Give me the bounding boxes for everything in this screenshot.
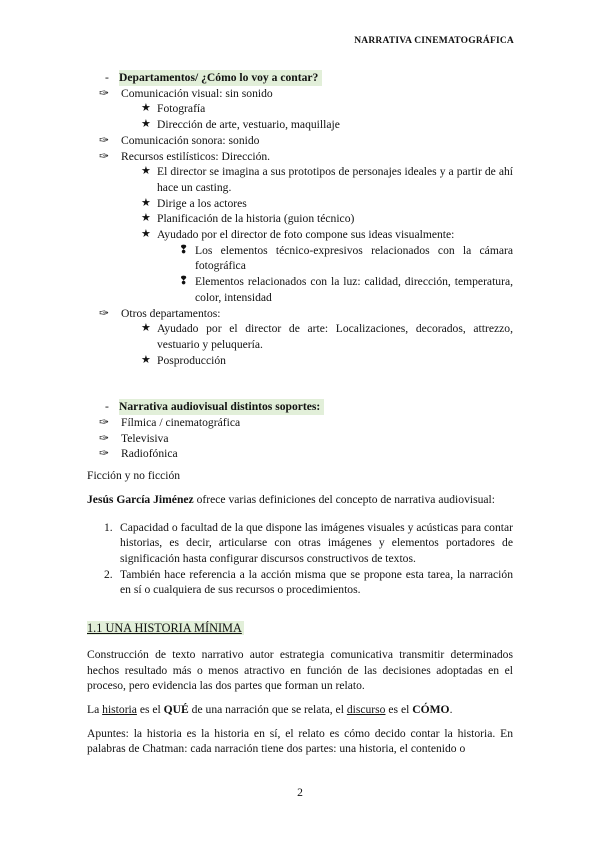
list-item: ✑ Televisiva	[99, 430, 169, 445]
star-bullet-icon: ★	[141, 165, 151, 178]
list-item: ✑ Comunicación visual: sin sonido	[99, 85, 273, 100]
pen-bullet-icon: ✑	[99, 446, 110, 461]
author-name: Jesús García Jiménez	[87, 492, 194, 506]
star-bullet-icon: ★	[141, 353, 151, 366]
construction-paragraph: Construcción de texto narrativo autor estrategia comunicativa transmitir determinados hechos resultado más o menos atractivo en función de las decisiones adoptadas en el proceso, pero evidencia las dos partes que forman un relato.	[87, 647, 513, 693]
list-item: ★ Ayudado por el director de foto compone sus ideas visualmente:	[141, 228, 455, 242]
star-bullet-icon: ★	[141, 212, 151, 225]
pen-bullet-icon: ✑	[99, 415, 110, 430]
star-bullet-icon: ★	[141, 118, 151, 131]
list-item: ✑ Radiofónica	[99, 446, 178, 461]
supports-heading: - Narrativa audiovisual distintos soportes:	[87, 399, 513, 415]
pen-bullet-icon: ✑	[99, 430, 110, 445]
list-item: ❢ Los elementos técnico-expresivos relacionados con la cámara fotográfica	[179, 243, 513, 273]
fiction-line: Ficción y no ficción	[87, 469, 181, 483]
historia-term: historia	[102, 702, 137, 716]
departments-heading: - Departamentos/ ¿Cómo lo voy a contar?	[87, 70, 513, 86]
garcia-paragraph: Jesús García Jiménez ofrece varias definiciones del concepto de narrativa audiovisual:	[87, 492, 495, 506]
star-bullet-icon: ★	[141, 228, 151, 241]
list-item: ❢ Elementos relacionados con la luz: calidad, dirección, temperatura, color, intensidad	[179, 275, 513, 304]
supports-heading-text: Narrativa audiovisual distintos soportes:	[119, 399, 324, 415]
list-item: ★ Dirige a los actores	[141, 196, 247, 210]
page-body	[87, 70, 513, 757]
list-item: ✑ Recursos estilísticos: Dirección.	[99, 148, 271, 163]
page-number: 2	[297, 786, 303, 799]
section-heading: 1.1 UNA HISTORIA MÍNIMA	[87, 621, 242, 636]
discurso-term: discurso	[346, 702, 386, 716]
list-item: 1. Capacidad o facultad de la que dispone las imágenes visuales y acústicas para contar historias, es decir, articularse con otras imágenes y elementos portadores de significación hasta configurar discursos constructivos de textos.	[104, 520, 513, 565]
list-item: ★ Fotografía	[141, 102, 206, 116]
pen-bullet-icon: ✑	[99, 85, 110, 100]
list-item: ✑ Fílmica / cinematográfica	[99, 415, 241, 430]
list-item: ✑ Comunicación sonora: sonido	[99, 132, 260, 147]
pen-bullet-icon: ✑	[99, 148, 110, 163]
pen-bullet-icon: ✑	[99, 132, 110, 147]
star-bullet-icon: ★	[141, 322, 151, 335]
apuntes-paragraph: Apuntes: la historia es la historia en sí, el relato es cómo decido contar la historia. En palabras de Chatman: cada narración tiene dos partes: una historia, el contenido o	[87, 726, 513, 756]
running-header: NARRATIVA CINEMATOGRÁFICA	[354, 36, 514, 46]
list-item: ★ Posproducción	[141, 353, 226, 367]
star-bullet-icon: ★	[141, 102, 151, 115]
list-item: ★ Dirección de arte, vestuario, maquillaje	[141, 118, 340, 132]
exclamation-bullet-icon: ❢	[179, 275, 189, 288]
list-item: 2. También hace referencia a la acción misma que se propone esta tarea, la narración en sí o cualquiera de sus recursos o procedimientos.	[104, 567, 513, 597]
list-item: ✑ Otros departamentos:	[99, 305, 221, 320]
star-bullet-icon: ★	[141, 196, 151, 209]
definitions-list	[87, 520, 513, 599]
list-item: ★ El director se imagina a sus prototipos de personajes ideales y a partir de ahí hace un casting.	[141, 165, 513, 194]
historia-paragraph: La historia es el QUÉ de una narración que se relata, el discurso es el CÓMO.	[87, 702, 453, 716]
exclamation-bullet-icon: ❢	[179, 243, 189, 256]
list-item: ★ Ayudado por el director de arte: Localizaciones, decorados, attrezzo, vestuario y peluquería.	[141, 322, 513, 351]
departments-heading-text: Departamentos/ ¿Cómo lo voy a contar?	[119, 70, 322, 86]
list-item: ★ Planificación de la historia (guion técnico)	[141, 212, 355, 226]
pen-bullet-icon: ✑	[99, 305, 110, 320]
